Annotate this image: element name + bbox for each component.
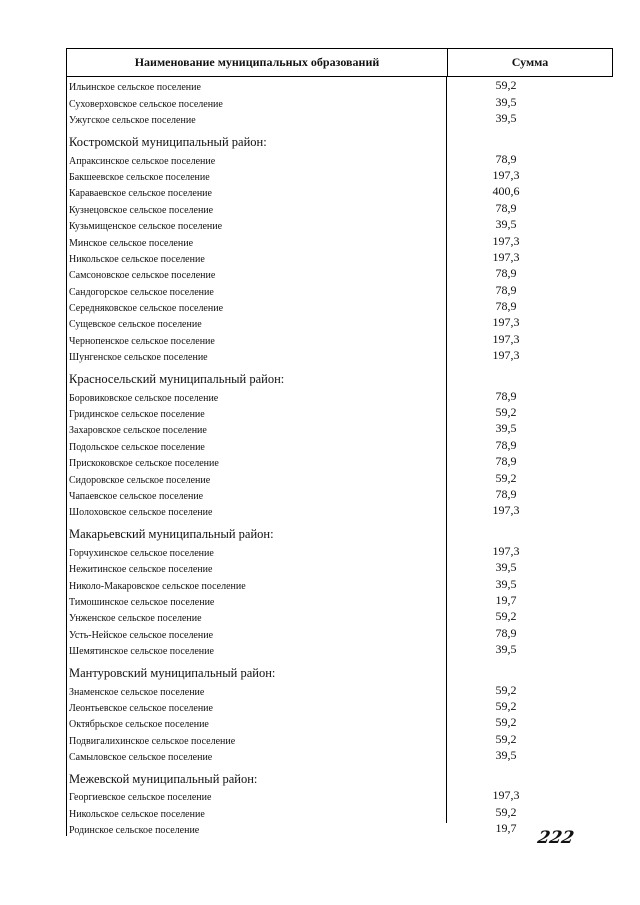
settlement-sum: 197,3 xyxy=(492,348,520,363)
table-row xyxy=(67,820,613,836)
table-row xyxy=(67,436,613,452)
table-body xyxy=(66,77,613,836)
settlement-sum: 197,3 xyxy=(492,543,520,558)
settlement-sum: 197,3 xyxy=(492,167,520,182)
settlement-name: Кузьмищенское сельское поселение xyxy=(69,221,223,233)
table-row xyxy=(67,183,613,199)
settlement-sum: 78,9 xyxy=(495,454,517,469)
settlement-sum: 78,9 xyxy=(495,625,517,640)
settlement-name: Родинское сельское поселение xyxy=(69,825,200,837)
district-name: Макарьевский муниципальный район: xyxy=(69,527,274,542)
district-heading xyxy=(67,522,613,542)
table-header xyxy=(66,48,613,77)
settlement-name: Леонтьевское сельское поселение xyxy=(69,702,213,714)
settlement-name: Нежитинское сельское поселение xyxy=(69,564,213,576)
settlement-sum: 78,9 xyxy=(495,437,517,452)
settlement-sum: 19,7 xyxy=(495,821,517,836)
settlement-sum: 59,2 xyxy=(495,804,517,819)
settlement-name: Суховерховское сельское поселение xyxy=(69,98,223,110)
district-heading xyxy=(67,767,613,787)
settlement-name: Подольское сельское поселение xyxy=(69,441,205,453)
settlement-name: Унженское сельское поселение xyxy=(69,613,202,625)
table-row xyxy=(67,77,613,93)
settlement-name: Октябрьское сельское поселение xyxy=(69,719,209,731)
settlement-sum: 39,5 xyxy=(495,421,517,436)
settlement-name: Никольское сельское поселение xyxy=(69,253,205,265)
settlement-name: Прискоковское сельское поселение xyxy=(69,458,219,470)
settlement-name: Боровиковское сельское поселение xyxy=(69,392,219,404)
table-row xyxy=(67,150,613,166)
settlement-sum: 197,3 xyxy=(492,788,520,803)
table-row xyxy=(67,608,613,624)
settlement-sum: 400,6 xyxy=(492,184,520,199)
settlement-sum: 39,5 xyxy=(495,576,517,591)
table-row xyxy=(67,314,613,330)
settlement-sum: 59,2 xyxy=(495,698,517,713)
settlement-sum: 197,3 xyxy=(492,249,520,264)
settlement-sum: 197,3 xyxy=(492,331,520,346)
district-name: Межевской муниципальный район: xyxy=(69,772,258,787)
table-row xyxy=(67,730,613,746)
table-row xyxy=(67,469,613,485)
page-number: 222 xyxy=(535,828,576,848)
settlement-sum: 78,9 xyxy=(495,200,517,215)
district-heading xyxy=(67,367,613,387)
district-name: Костромской муниципальный район: xyxy=(69,135,267,150)
settlement-name: Захаровское сельское поселение xyxy=(69,425,207,437)
settlement-sum: 78,9 xyxy=(495,388,517,403)
settlement-sum: 39,5 xyxy=(495,217,517,232)
header-name-column: Наименование муниципальных образований xyxy=(67,49,448,76)
header-sum-column: Сумма xyxy=(511,55,549,69)
table-row xyxy=(67,387,613,403)
table-row xyxy=(67,420,613,436)
table-row xyxy=(67,714,613,730)
table-row xyxy=(67,404,613,420)
district-name: Красносельский муниципальный район: xyxy=(69,372,285,387)
table-row xyxy=(67,747,613,763)
table-row xyxy=(67,232,613,248)
district-heading xyxy=(67,661,613,681)
settlement-sum: 78,9 xyxy=(495,266,517,281)
table-row xyxy=(67,93,613,109)
settlement-sum: 59,2 xyxy=(495,609,517,624)
settlement-sum: 39,5 xyxy=(495,748,517,763)
settlement-name: Середняковское сельское поселение xyxy=(69,303,224,315)
table-row xyxy=(67,559,613,575)
settlement-name: Минское сельское поселение xyxy=(69,237,194,249)
table-row xyxy=(67,330,613,346)
table-row xyxy=(67,542,613,558)
table-row xyxy=(67,575,613,591)
table-row xyxy=(67,592,613,608)
settlement-name: Подвигалихинское сельское поселение xyxy=(69,735,236,747)
settlement-name: Никольское сельское поселение xyxy=(69,808,205,820)
settlement-name: Шемятинское сельское поселение xyxy=(69,646,214,658)
settlement-sum: 78,9 xyxy=(495,486,517,501)
settlement-name: Георгиевское сельское поселение xyxy=(69,792,212,804)
table-row xyxy=(67,787,613,803)
settlement-sum: 59,2 xyxy=(495,405,517,420)
table-row xyxy=(67,681,613,697)
settlement-name: Ужугское сельское поселение xyxy=(69,115,196,127)
table-row xyxy=(67,265,613,281)
settlement-name: Сущевское сельское поселение xyxy=(69,319,202,331)
settlement-sum: 78,9 xyxy=(495,282,517,297)
table-row xyxy=(67,453,613,469)
settlement-sum: 19,7 xyxy=(495,592,517,607)
table-row xyxy=(67,167,613,183)
settlement-name: Караваевское сельское поселение xyxy=(69,188,212,200)
settlement-sum: 39,5 xyxy=(495,111,517,126)
settlement-name: Шунгенское сельское поселение xyxy=(69,352,208,364)
settlement-sum: 197,3 xyxy=(492,503,520,518)
table-row xyxy=(67,347,613,363)
table-row xyxy=(67,199,613,215)
table-row xyxy=(67,803,613,819)
settlement-name: Ильинское сельское поселение xyxy=(69,82,201,94)
settlement-sum: 59,2 xyxy=(495,682,517,697)
settlement-sum: 39,5 xyxy=(495,560,517,575)
settlement-name: Апраксинское сельское поселение xyxy=(69,155,216,167)
table-row xyxy=(67,502,613,518)
settlement-sum: 59,2 xyxy=(495,78,517,93)
table-row xyxy=(67,216,613,232)
settlement-name: Бакшеевское сельское поселение xyxy=(69,171,210,183)
settlement-sum: 197,3 xyxy=(492,233,520,248)
district-heading xyxy=(67,130,613,150)
settlement-name: Самсоновское сельское поселение xyxy=(69,270,216,282)
table-row xyxy=(67,624,613,640)
settlement-name: Сандогорское сельское поселение xyxy=(69,286,214,298)
settlement-name: Чапаевское сельское поселение xyxy=(69,490,204,502)
settlement-sum: 39,5 xyxy=(495,642,517,657)
settlement-name: Знаменское сельское поселение xyxy=(69,686,205,698)
table-row xyxy=(67,298,613,314)
table-row xyxy=(67,110,613,126)
table-row xyxy=(67,281,613,297)
settlement-sum: 78,9 xyxy=(495,299,517,314)
settlement-sum: 59,2 xyxy=(495,715,517,730)
settlement-sum: 78,9 xyxy=(495,151,517,166)
settlement-name: Кузнецовское сельское поселение xyxy=(69,204,214,216)
settlement-sum: 59,2 xyxy=(495,470,517,485)
settlement-name: Усть-Нейское сельское поселение xyxy=(69,629,214,641)
settlement-name: Гридинское сельское поселение xyxy=(69,409,205,421)
settlement-name: Тимошинское сельское поселение xyxy=(69,596,215,608)
table-row xyxy=(67,249,613,265)
table-row xyxy=(67,698,613,714)
settlement-name: Сидоровское сельское поселение xyxy=(69,474,211,486)
settlement-name: Самыловское сельское поселение xyxy=(69,752,213,764)
table-row xyxy=(67,486,613,502)
settlement-sum: 59,2 xyxy=(495,731,517,746)
settlement-sum: 39,5 xyxy=(495,94,517,109)
table-row xyxy=(67,641,613,657)
settlement-name: Шолоховское сельское поселение xyxy=(69,507,213,519)
settlement-name: Николо-Макаровское сельское поселение xyxy=(69,580,246,592)
settlement-sum: 197,3 xyxy=(492,315,520,330)
settlement-name: Горчухинское сельское поселение xyxy=(69,547,214,559)
settlement-name: Чернопенское сельское поселение xyxy=(69,335,215,347)
district-name: Мантуровский муниципальный район: xyxy=(69,666,276,681)
